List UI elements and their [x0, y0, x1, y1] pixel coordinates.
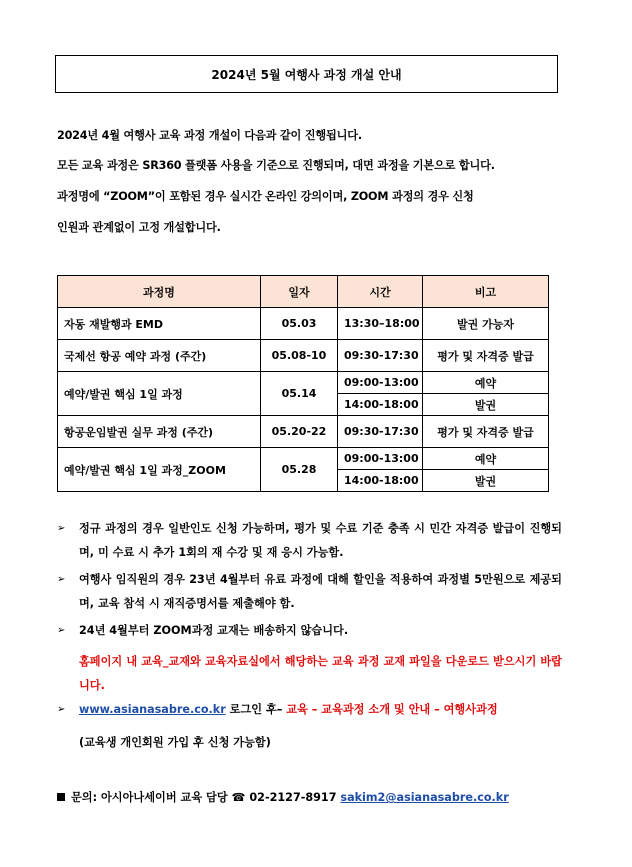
course-date: 05.08-10 [261, 340, 338, 372]
table-row [58, 340, 549, 372]
bullet-website [57, 698, 562, 722]
table-row [58, 416, 549, 448]
schedule-table [57, 275, 549, 492]
course-time: 09:30-17:30 [338, 416, 423, 448]
course-date: 05.14 [261, 372, 338, 416]
course-name: 항공운임발권 실무 과정 (주간) [58, 416, 261, 448]
header-course: 과정명 [58, 276, 261, 308]
table-header-row [58, 276, 549, 308]
course-note: 평가 및 자격증 발급 [423, 340, 549, 372]
course-name: 예약/발권 핵심 1일 과정_ZOOM [58, 448, 261, 492]
signup-note: (교육생 개인회원 가입 후 신청 가능함) [79, 736, 271, 749]
intro-line-3: 과정명에 “ZOOM”이 포함된 경우 실시간 온라인 강의이며, ZOOM 과정의 경우 신청 [57, 190, 474, 203]
login-text: 로그인 후– [225, 703, 287, 716]
course-time: 09:30-17:30 [338, 340, 423, 372]
course-time: 14:00-18:00 [338, 394, 423, 416]
course-note: 예약 [423, 372, 549, 394]
intro-line-1: 2024년 4월 여행사 교육 과정 개설이 다음과 같이 진행됩니다. [57, 129, 362, 142]
arrow-bullet-icon: ➢ [57, 574, 66, 585]
bullet-text: 24년 4월부터 ZOOM과정 교재는 배송하지 않습니다. [79, 624, 349, 637]
contact-label: 문의: 아시아나세이버 교육 담당 ☎ 02-2127-8917 [71, 791, 341, 804]
bullet-text: 정규 과정의 경우 일반인도 신청 가능하며, 평가 및 수료 기준 충족 시 민간 자격증 발급이 진행되며, 미 수료 시 추가 1회의 재 수강 및 재 응시 가능함. [79, 522, 562, 559]
course-date: 05.28 [261, 448, 338, 492]
bullet-download-note [57, 650, 562, 698]
bullet-zoom-materials [57, 619, 562, 643]
arrow-bullet-icon: ➢ [57, 523, 66, 534]
website-link[interactable]: www.asianasabre.co.kr [79, 703, 226, 716]
bullet-text: 여행사 임직원의 경우 23년 4월부터 유료 과정에 대해 할인을 적용하여 과정별 5만원으로 제공되며, 교육 참석 시 재직증명서를 제출해야 함. [79, 573, 562, 610]
contact-footer [57, 789, 509, 805]
course-time: 09:00-13:00 [338, 448, 423, 470]
course-note: 발권 가능자 [423, 308, 549, 340]
table-row [58, 372, 549, 394]
table-row [58, 308, 549, 340]
course-note: 예약 [423, 448, 549, 470]
course-note: 평가 및 자격증 발급 [423, 416, 549, 448]
download-note-text: 홈페이지 내 교육_교재와 교육자료실에서 해당하는 교육 과정 교재 파일을 다운로드 받으시기 바랍니다. [79, 655, 562, 692]
arrow-bullet-icon: ➢ [57, 625, 66, 636]
course-time: 09:00-13:00 [338, 372, 423, 394]
table-row [58, 448, 549, 470]
course-note: 발권 [423, 394, 549, 416]
square-bullet-icon [57, 793, 65, 801]
course-note: 발권 [423, 470, 549, 492]
arrow-bullet-icon: ➢ [57, 704, 66, 715]
course-name: 국제선 항공 예약 과정 (주간) [58, 340, 261, 372]
course-date: 05.20-22 [261, 416, 338, 448]
bullet-regular-course [57, 517, 562, 565]
intro-line-4: 인원과 관계없이 고정 개설합니다. [57, 221, 221, 234]
bullet-agency-staff [57, 568, 562, 616]
course-date: 05.03 [261, 308, 338, 340]
course-name: 예약/발권 핵심 1일 과정 [58, 372, 261, 416]
course-time: 13:30–18:00 [338, 308, 423, 340]
menu-path: 교육 – 교육과정 소개 및 안내 – 여행사과정 [286, 703, 498, 716]
header-date: 일자 [261, 276, 338, 308]
contact-email-link[interactable]: sakim2@asianasabre.co.kr [340, 791, 509, 804]
header-time: 시간 [338, 276, 423, 308]
intro-line-2: 모든 교육 과정은 SR360 플랫폼 사용을 기준으로 진행되며, 대면 과정을 기본으로 합니다. [57, 159, 495, 172]
course-time: 14:00-18:00 [338, 470, 423, 492]
course-name: 자동 재발행과 EMD [58, 308, 261, 340]
header-note: 비고 [423, 276, 549, 308]
page-title [55, 55, 558, 93]
title-text: 2024년 5월 여행사 과정 개설 안내 [211, 67, 402, 82]
